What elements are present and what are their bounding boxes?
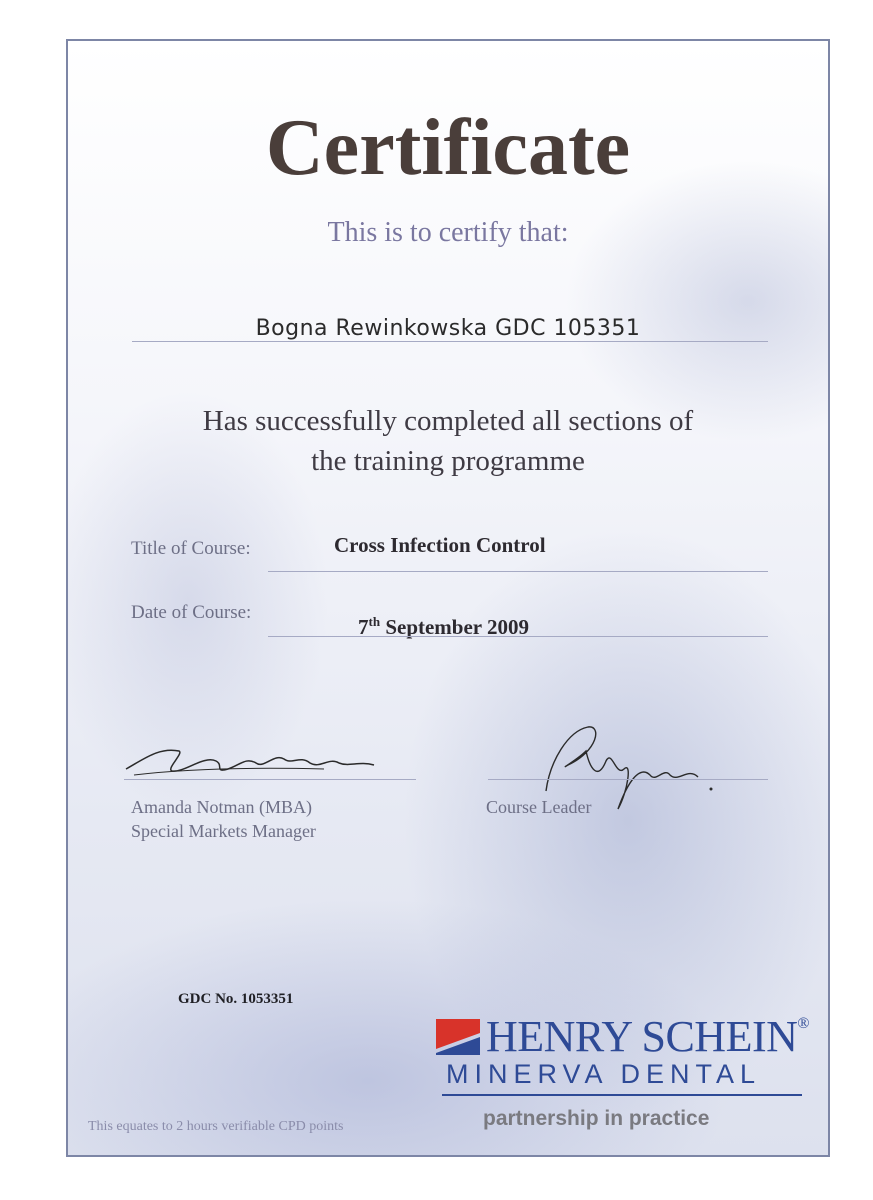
course-date-rest: September 2009 — [385, 615, 529, 639]
recipient-underline — [132, 341, 768, 342]
registered-mark: ® — [797, 1015, 810, 1032]
logo-divider — [442, 1094, 802, 1096]
certify-text: This is to certify that: — [327, 217, 569, 248]
logo-brand-line-2: MINERVA DENTAL — [446, 1059, 762, 1089]
certificate-title: Certificate — [265, 104, 631, 192]
henry-schein-logo — [436, 1013, 816, 1096]
logo-brand-text: HENRY SCHEIN — [486, 1012, 798, 1061]
signatory-name: Amanda Notman (MBA) — [131, 797, 312, 817]
completion-line-1: Has successfully completed all sections of — [202, 405, 694, 437]
logo-tagline: partnership in practice — [483, 1107, 710, 1130]
signature-line-2 — [488, 779, 768, 780]
course-leader-label: Course Leader — [486, 797, 592, 817]
signatory-role: Special Markets Manager — [131, 821, 316, 841]
gdc-number: GDC No. 1053351 — [178, 991, 294, 1007]
course-date-suffix: th — [368, 614, 381, 629]
signature-amanda-notman — [124, 739, 389, 784]
course-date-label: Date of Course: — [131, 602, 252, 623]
flag-icon — [436, 1019, 480, 1055]
recipient-name: Bogna Rewinkowska GDC 105351 — [255, 316, 641, 341]
logo-brand-line-1 — [486, 1011, 809, 1062]
course-title-underline — [268, 571, 768, 572]
cpd-note: This equates to 2 hours verifiable CPD points — [88, 1119, 344, 1134]
course-title-label: Title of Course: — [131, 538, 251, 559]
course-title-value: Cross Infection Control — [334, 533, 546, 557]
completion-line-2: the training programme — [311, 445, 585, 477]
completion-statement — [68, 401, 828, 481]
certificate-frame — [66, 39, 830, 1157]
signature-line-1 — [124, 779, 416, 780]
course-date-day: 7 — [358, 615, 369, 639]
signatory-block — [131, 795, 316, 843]
course-date-underline — [268, 636, 768, 637]
